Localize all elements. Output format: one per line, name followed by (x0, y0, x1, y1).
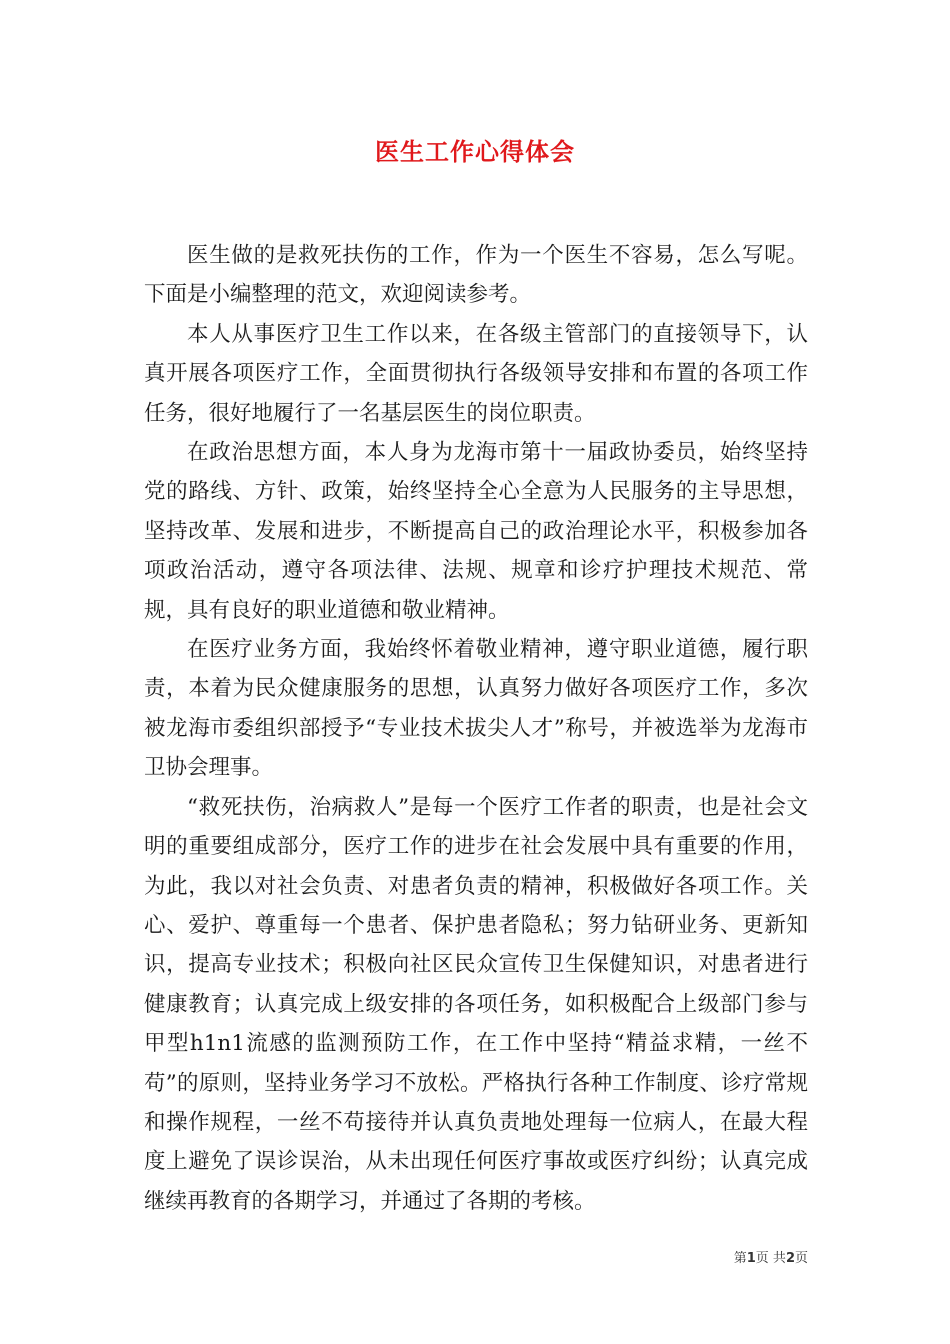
document-title: 医生工作心得体会 (375, 137, 575, 166)
page-footer (734, 1247, 808, 1266)
paragraph-duties: “救死扶伤，治病救人”是每一个医疗工作者的职责，也是社会文明的重要组成部分，医疗工作的进步在社会发展中具有重要的作用，为此，我以对社会负责、对患者负责的精神，积极做好各项工作。关心、爱护、尊重每一个患者、保护患者隐私；努力钻研业务、更新知识，提高专业技术；积极向社区民众宣传卫生保健知识，对患者进行健康教育；认真完成上级安排的各项任务，如积极配合上级部门参与甲型h1n1流感的监测预防工作，在工作中坚持“精益求精，一丝不苟”的原则，坚持业务学习不放松。严格执行各种工作制度、诊疗常规和操作规程，一丝不苟接待并认真负责地处理每一位病人，在最大程度上避免了误诊误治，从未出现任何医疗事故或医疗纠纷；认真完成继续再教育的各期学习，并通过了各期的考核。 (144, 794, 808, 1214)
paragraph-intro: 医生做的是救死扶伤的工作，作为一个医生不容易，怎么写呢。下面是小编整理的范文，欢迎阅读参考。 (144, 243, 808, 308)
footer-total-pages: 2 (785, 1251, 795, 1266)
footer-suffix: 页 (794, 1251, 808, 1266)
footer-current-page: 1 (746, 1251, 756, 1266)
footer-prefix: 第 (733, 1251, 747, 1266)
document-body (144, 236, 808, 1221)
paragraph-overview: 本人从事医疗卫生工作以来，在各级主管部门的直接领导下，认真开展各项医疗工作，全面贯彻执行各级领导安排和布置的各项工作任务，很好地履行了一名基层医生的岗位职责。 (144, 321, 808, 426)
paragraph-political: 在政治思想方面，本人身为龙海市第十一届政协委员，始终坚持党的路线、方针、政策，始终坚持全心全意为人民服务的主导思想，坚持改革、发展和进步，不断提高自己的政治理论水平，积极参加各项政治活动，遵守各项法律、法规、规章和诊疗护理技术规范、常规，具有良好的职业道德和敬业精神。 (144, 440, 808, 623)
paragraph-medical-business: 在医疗业务方面，我始终怀着敬业精神，遵守职业道德，履行职责，本着为民众健康服务的思想，认真努力做好各项医疗工作，多次被龙海市委组织部授予“专业技术拔尖人才”称号，并被选举为龙海市卫协会理事。 (144, 637, 808, 781)
footer-middle: 页 共 (755, 1251, 786, 1266)
